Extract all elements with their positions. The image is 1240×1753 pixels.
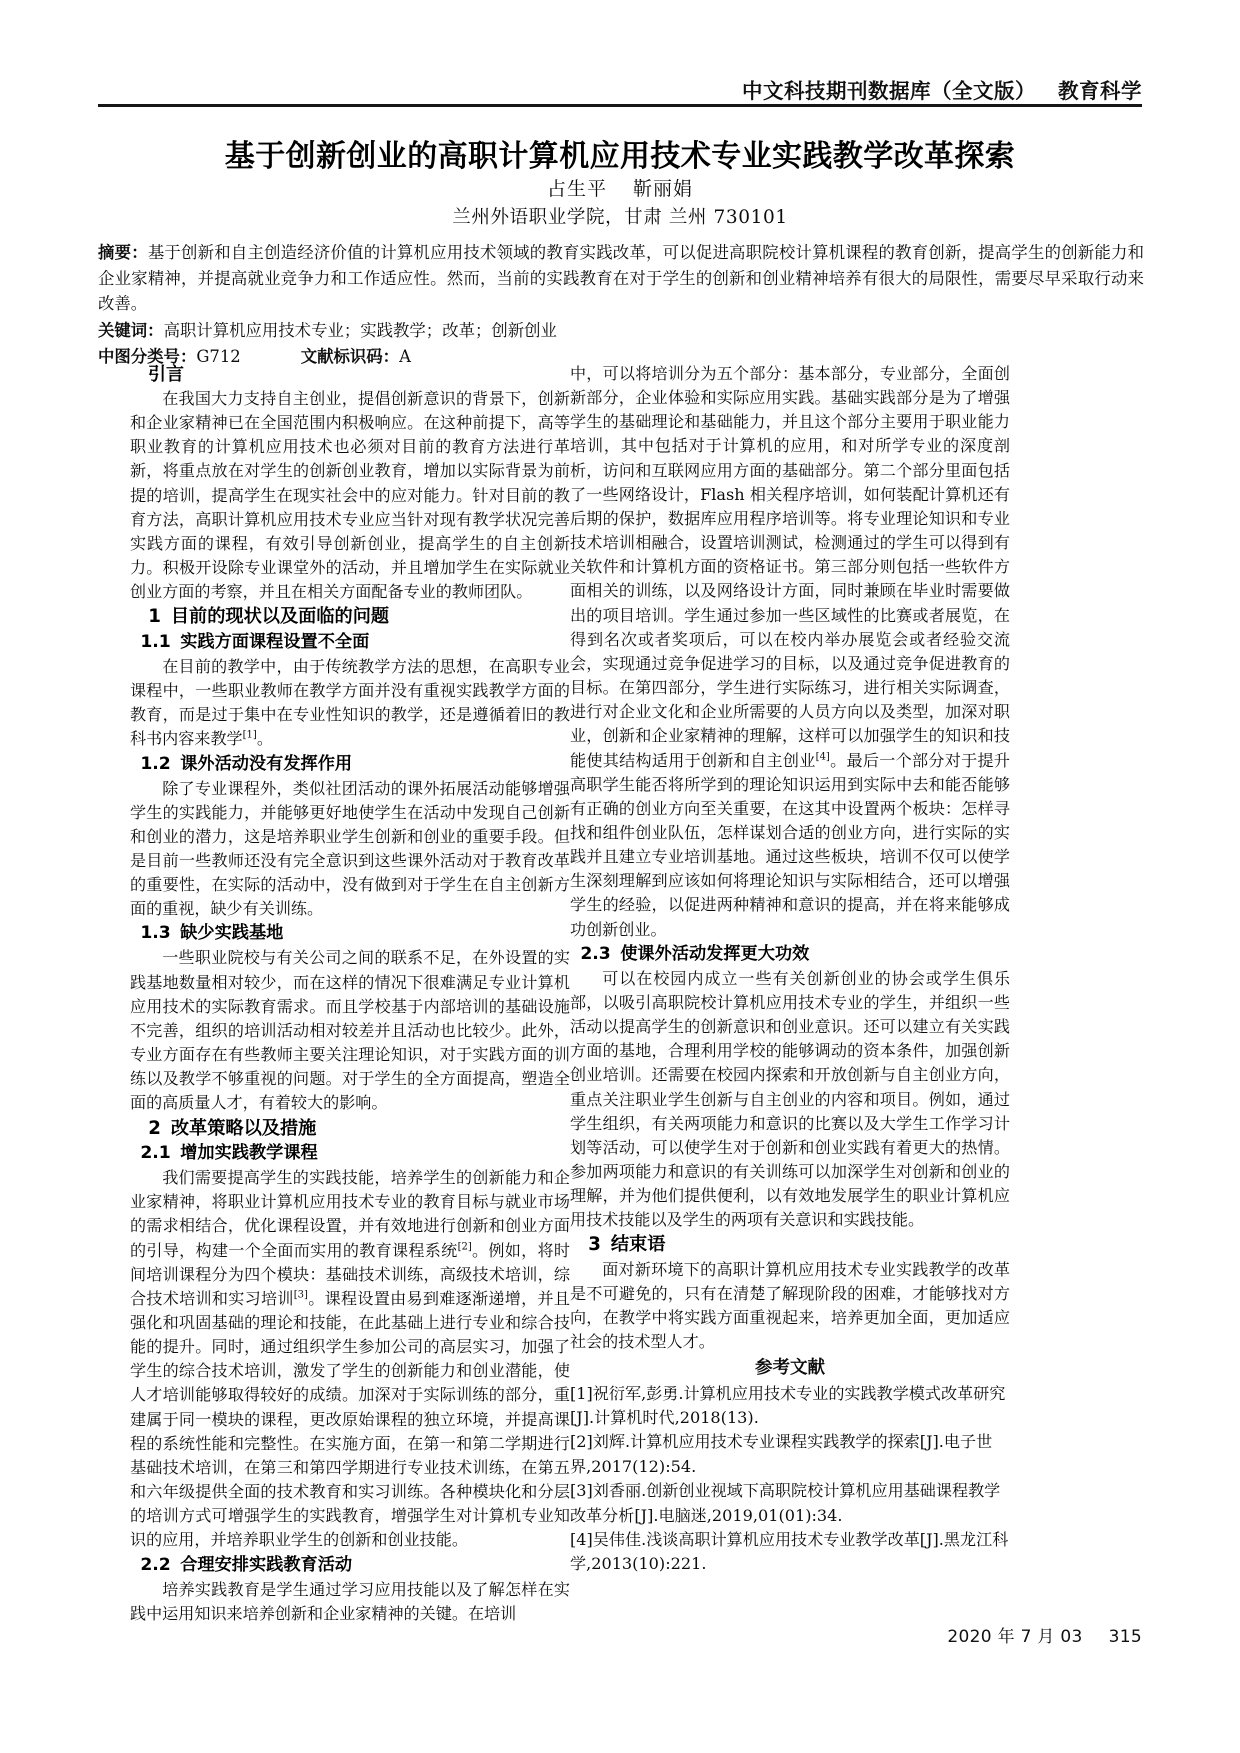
section-2-title: 改革策略以及措施: [170, 1117, 317, 1139]
section-1-number: 1: [148, 606, 161, 628]
page-title: 基于创新创业的高职计算机应用技术专业实践教学改革探索: [224, 139, 1016, 174]
affiliation: 兰州外语职业学院，甘肃 兰州 730101: [452, 207, 788, 228]
s21-text-c: 。课程设置由易到难逐渐递增，并且强化和巩固基础的理论和技能，在此基础上进行专业和综合技能的提升。同时，通过组织学生参加公司的高层实习，加强了学生的综合技术培训，激发了学生的创新能力和创业潜能，使人才培训能够取得较好的成绩。加深对于实际训练的部分，重建属于同一模块的课程，更改原始课程的独立环境，并提高课程的系统性能和完整性。在实施方面，在第一和第二学期进行基础技术培训，在第三和第四学期进行专业技术训练，在第五和六年级提供全面的技术教育和实习训练。各种模块化和分层的培训方式可增强学生的实践教育，增强学生对计算机专业知识的应用，并培养职业学生的创新和创业技能。: [130, 1288, 571, 1550]
footer-date: 2020 年 7 月 03: [947, 1627, 1083, 1647]
section-1-1-title: 实践方面课程设置不全面: [180, 631, 370, 652]
section-name: 教育科学: [1058, 79, 1142, 103]
section-2-number: 2: [148, 1117, 161, 1139]
abstract-block: [98, 240, 1144, 370]
doc-code-value: A: [399, 347, 411, 366]
section-3-paragraph: 面对新环境下的高职计算机应用技术专业实践教学的改革是不可避免的，只有在清楚了解现阶段的困难，才能够找对方向，在教学中将实践方面重视起来，培养更加全面，更加适应社会的技术型人才。: [570, 1259, 1010, 1352]
section-2-3-title: 使课外活动发挥更大功效: [620, 943, 810, 964]
page-number: 315: [1108, 1627, 1142, 1647]
reference-item: [1]祝衍军,彭勇.计算机应用技术专业的实践教学模式改革研究[J].计算机时代,2018(13).: [570, 1383, 1006, 1427]
section-2-2-number: 2.2: [140, 1554, 171, 1575]
section-1-1-heading: [130, 630, 570, 655]
section-1-1-number: 1.1: [140, 631, 171, 652]
running-header: [98, 74, 1142, 104]
section-2-1-heading: [130, 1141, 570, 1166]
section-2-1-number: 2.1: [140, 1143, 171, 1164]
clc-value: G712: [196, 347, 241, 366]
section-1-heading: [130, 604, 570, 630]
section-2-3-paragraph: 可以在校园内成立一些有关创新创业的协会或学生俱乐部，以吸引高职院校计算机应用技术专业的学生，并组织一些活动以提高学生的创新意识和创业意识。还可以建立有关实践方面的基地，合理利用学校的能够调动的资本条件，加强创新创业培训。还需要在校园内探索和开放创新与自主创业方向，重点关注职业学生创新与自主创业的内容和项目。例如，通过学生组织，有关两项能力和意识的比赛以及大学生工作学习计划等活动，可以使学生对于创新和创业实践有着更大的热情。参加两项能力和意识的有关训练可以加深学生对创新和创业的理解，并为他们提供便利，以有效地发展学生的职业计算机应用技术技能以及学生的两项有关意识和实践技能。: [570, 968, 1010, 1230]
abstract-line: [98, 240, 1144, 317]
continued-paragraph: [570, 362, 1010, 942]
section-3-heading: [570, 1232, 1010, 1258]
abstract-text: 基于创新和自主创造经济价值的计算机应用技术领域的教育实践改革，可以促进高职院校计算机课程的教育创新，提高学生的创新能力和企业家精神，并提高就业竞争力和工作适应性。然而，当前的实践教育在对于学生的创新和创业精神培养有很大的局限性，需要尽早采取行动来改善。: [98, 243, 1145, 313]
section-1-3-number: 1.3: [140, 923, 171, 944]
body-columns: [100, 362, 1144, 1623]
section-1-2-title: 课外活动没有发挥作用: [180, 753, 353, 774]
section-2-3-heading: [570, 942, 1010, 967]
right-column: [570, 362, 1010, 1577]
database-name: 中文科技期刊数据库（全文版）: [742, 79, 1036, 103]
section-1-3-paragraph: 一些职业院校与有关公司之间的联系不足，在外设置的实践基地数量相对较少，而在这样的情况下很难满足专业计算机应用技术的实际教育需求。而且学校基于内部培训的基础设施不完善，组织的培训活动相对较差并且活动也比较少。此外，专业方面存在有些教师主要关注理论知识，对于实践方面的训练以及教学不够重视的问题。对于学生的全方面提高，塑造全面的高质量人才，有着较大的影响。: [130, 948, 570, 1113]
s21-text-b: 。例如，将时间培训课程分为四个模块：基础技术训练，高级技术培训，综合技术培训和实习培训: [130, 1240, 571, 1308]
s11-text-b: 。: [256, 729, 273, 749]
section-1-1-paragraph: [130, 655, 570, 752]
cont-text-a: 中，可以将培训分为五个部分：基本部分，专业部分，全面创新部分，企业体验和实际应用实践。基础实践部分是为了增强学生的基础理论和基础能力，并且这个部分主要用于职业能力培训，其中包括对于计算机的应用，和对所学专业的深度剖析，访问和互联网应用方面的基础部分。第二个部分里面包括了一些网络设计，Flash 相关程序培训，如何装配计算机还有后期的保护，数据库应用程序培训等。将专业理论知识和专业技术培训相融合，设置培训测试，检测通过的学生可以得到有关软件和计算机方面的资格证书。第三部分则包括一些软件方面相关的训练，以及网络设计方面，同时兼顾在毕业时需要做出的项目培训。学生通过参加一些区域性的比赛或者展览，在得到名次或者奖项后，可以在校内举办展览会或者经验交流会，实现通过竞争促进学习的目标，以及通过竞争促进教育的目标。在第四部分，学生进行实际练习，进行相关实际调查，进行对企业文化和企业所需要的人员方向以及类型，加深对职业，创新和企业家精神的理解，这样可以加强学生的知识和技能使其结构适用于创新和自主创业: [570, 364, 1010, 770]
section-1-3-heading: [130, 921, 570, 946]
section-2-1-paragraph: [130, 1166, 570, 1553]
section-1-2-paragraph: 除了专业课程外，类似社团活动的课外拓展活动能够增强学生的实践能力，并能够更好地使学生在活动中发现自己创新和创业的潜力，这是培养职业学生创新和创业的重要手段。但是目前一些教师还没有完全意识到这些课外活动对于教育改革的重要性，在实际的活动中，没有做到对于学生在自主创新方面的重视，缺少有关训练。: [130, 778, 570, 919]
section-2-3-number: 2.3: [580, 943, 611, 964]
page-footer: [98, 1622, 1142, 1647]
keywords-text: 高职计算机应用技术专业；实践教学；改革；创新创业: [163, 320, 557, 340]
author-list: [98, 174, 1142, 201]
section-2-1-title: 增加实践教学课程: [180, 1143, 318, 1164]
author-2: 靳丽娟: [633, 178, 694, 200]
author-1: 占生平: [546, 178, 607, 200]
header-divider: [98, 104, 1142, 107]
doc-code-label: 文献标识码：: [300, 347, 400, 366]
section-2-heading: [130, 1116, 570, 1142]
section-3-number: 3: [588, 1234, 601, 1256]
citation-marker-4: [4]: [815, 751, 830, 763]
cont-text-b: 。最后一个部分对于提升高职学生能否将所学到的理论知识运用到实际中去和能否能够有正确的创业方向至关重要，在这其中设置两个板块：怎样寻找和组件创业队伍，怎样谋划合适的创业方向，进行实际的实践并且建立专业培训基地。通过这些板块，培训不仅可以使学生深刻理解到应该如何将理论知识与实际相结合，还可以增强学生的经验，以促进两种精神和意识的提高，并在将来能够成功创新创业。: [570, 750, 1011, 939]
section-1-3-title: 缺少实践基地: [180, 923, 284, 944]
section-2-2-paragraph: 培养实践教育是学生通过学习应用技能以及了解怎样在实践中运用知识来培养创新和企业家精神的关键。在培训: [130, 1579, 570, 1623]
section-1-2-heading: [130, 752, 570, 777]
section-3-title: 结束语: [610, 1234, 666, 1256]
reference-item: [3]刘香丽.创新创业视域下高职院校计算机应用基础课程教学改革分析[J].电脑迷,2019,01(01):34.: [570, 1481, 1001, 1525]
section-1-title: 目前的现状以及面临的问题: [170, 606, 390, 628]
s11-text-a: 在目前的教学中，由于传统教学方法的思想，在高职专业课程中，一些职业教师在教学方面并没有重视实践教学方面的教育，而是过于集中在专业性知识的教学，还是遵循着旧的教科书内容来教学: [130, 656, 570, 749]
left-column: [130, 362, 570, 1626]
intro-paragraph: 在我国大力支持自主创业，提倡创新意识的背景下，创新和企业家精神已在全国范围内积极响应。在这种前提下，高等职业教育的计算机应用技术也必须对目前的教育方法进行革新，将重点放在对学生的创新创业教育，增加以实际背景为前提的培训，提高学生在现实社会中的应对能力。针对目前的教育方法，高职计算机应用技术专业应当针对现有教学状况完善实践方面的课程，有效引导创新创业，提高学生的自主创新力。积极开设除专业课堂外的活动，并且增加学生在实际就业创业方面的考察，并且在相关方面配备专业的教师团队。: [130, 389, 570, 602]
clc-label: 中图分类号：: [98, 347, 197, 366]
keywords-label: 关键词：: [98, 320, 164, 340]
reference-item: [2]刘辉.计算机应用技术专业课程实践教学的探索[J].电子世界,2017(12):54.: [570, 1432, 993, 1476]
reference-item: [4]吴伟佳.浅谈高职计算机应用技术专业教学改革[J].黑龙江科学,2013(10):221.: [570, 1530, 1009, 1574]
section-1-2-number: 1.2: [140, 753, 171, 774]
s21-text-a: 我们需要提高学生的实践技能，培养学生的创新能力和企业家精神，将职业计算机应用技术专业的教育目标与就业市场的需求相结合，优化课程设置，并有效地进行创新和创业方面的引导，构建一个全面而实用的教育课程系统: [130, 1168, 570, 1260]
citation-marker-1: [1]: [242, 730, 257, 742]
citation-marker-2: [2]: [457, 1241, 472, 1253]
abstract-label: 摘要：: [98, 243, 148, 262]
section-2-2-heading: [130, 1553, 570, 1578]
intro-heading: 引言: [148, 364, 184, 385]
section-2-2-title: 合理安排实践教育活动: [180, 1554, 353, 1575]
citation-marker-3: [3]: [293, 1289, 308, 1301]
keywords-line: [98, 318, 1144, 344]
references-heading: 参考文献: [755, 1357, 825, 1378]
